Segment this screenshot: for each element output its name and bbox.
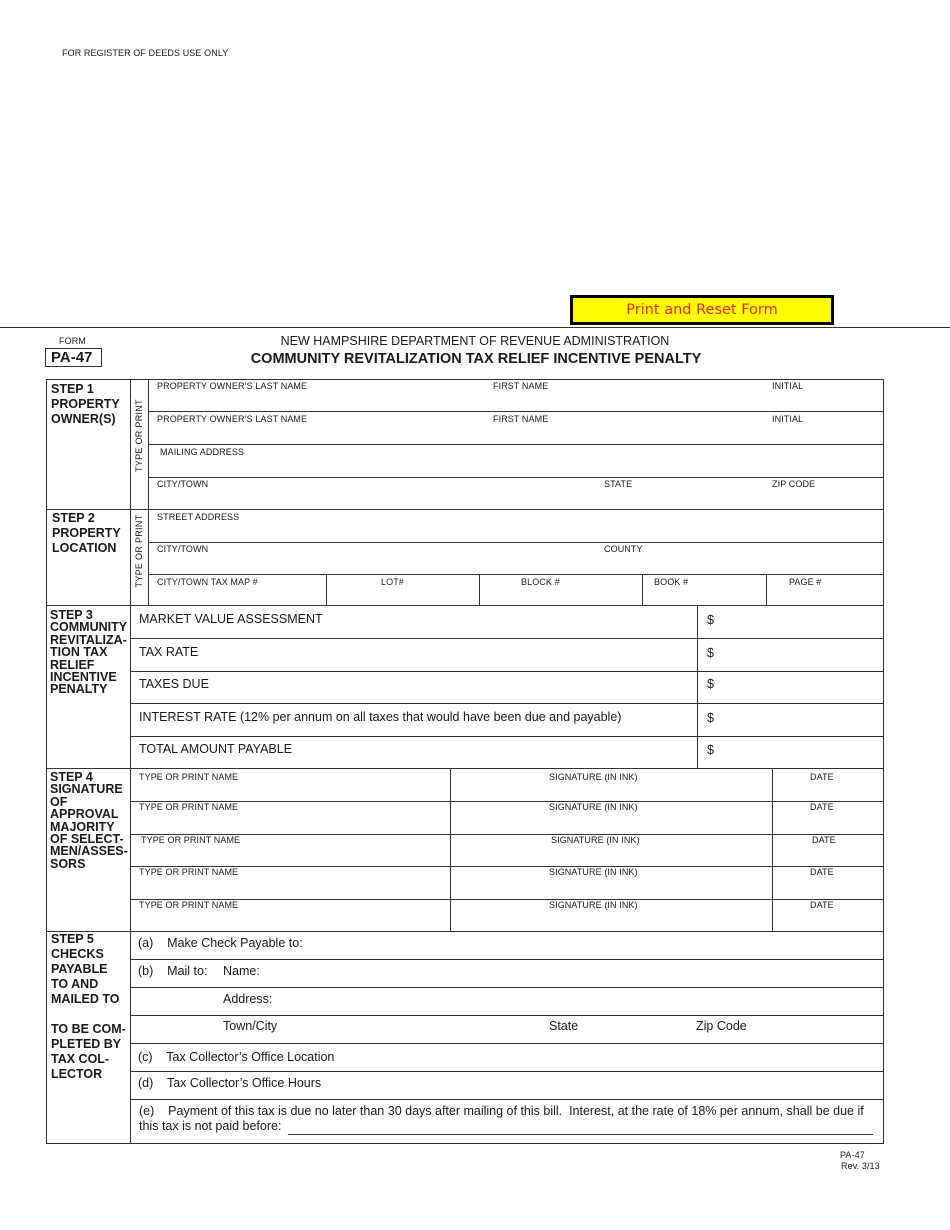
office-hours-label: (d) Tax Collector’s Office Hours [138, 1076, 322, 1090]
county-label: COUNTY [604, 544, 643, 554]
dollar-sign: $ [707, 613, 714, 627]
signature-label: SIGNATURE (IN INK) [549, 867, 638, 877]
initial-label: INITIAL [772, 381, 804, 391]
mail-to-label: (b) Mail to: [138, 964, 208, 978]
date-label: DATE [810, 772, 834, 782]
mail-zip-label: Zip Code [696, 1019, 747, 1033]
dollar-sign: $ [707, 646, 714, 660]
owner-initial-input-2[interactable] [770, 427, 878, 443]
office-location-label: (c) Tax Collector’s Office Location [138, 1050, 335, 1064]
form-number: PA-47 [45, 348, 102, 367]
tax-rate-input[interactable] [717, 644, 879, 664]
book-input[interactable] [645, 589, 764, 604]
lot-label: LOT# [381, 577, 404, 587]
print-name-label: TYPE OR PRINT NAME [139, 772, 239, 782]
total-amount-label: TOTAL AMOUNT PAYABLE [139, 742, 293, 756]
footer-form-number: PA-47 [840, 1150, 865, 1160]
dollar-sign: $ [707, 711, 714, 725]
due-date-input[interactable] [290, 1118, 870, 1134]
selectman-date-input-5[interactable] [775, 913, 881, 929]
owner-zip-input[interactable] [770, 492, 878, 508]
signature-label: SIGNATURE (IN INK) [549, 900, 638, 910]
owner-first-name-input-1[interactable] [490, 394, 760, 410]
step1-label: STEP 1 PROPERTY OWNER(S) [51, 382, 120, 426]
page-input[interactable] [769, 589, 881, 604]
mail-state-input[interactable] [585, 1018, 690, 1038]
payable-to-label: (a) Make Check Payable to: [138, 936, 303, 950]
step3-label: STEP 3 COMMUNITY REVITALIZA- TION TAX RELIEF INCENTIVE PENALTY [50, 608, 128, 697]
tax-map-label: CITY/TOWN TAX MAP # [157, 577, 258, 587]
mail-zip-input[interactable] [755, 1018, 880, 1038]
owner-last-name-label-2: PROPERTY OWNER’S LAST NAME [157, 414, 308, 424]
mailing-address-input[interactable] [154, 460, 878, 476]
county-input[interactable] [600, 557, 878, 573]
print-name-label: TYPE OR PRINT NAME [139, 802, 239, 812]
date-label: DATE [812, 835, 836, 845]
mailing-address-label: MAILING ADDRESS [160, 447, 245, 457]
taxes-due-label: TAXES DUE [139, 677, 209, 691]
print-name-label: TYPE OR PRINT NAME [139, 867, 239, 877]
owner-city-input[interactable] [154, 492, 594, 508]
step2-label: STEP 2 PROPERTY LOCATION [52, 511, 121, 555]
print-name-label: TYPE OR PRINT NAME [139, 900, 239, 910]
selectman-name-input-5[interactable] [135, 913, 447, 929]
selectman-date-input-1[interactable] [775, 784, 881, 800]
street-address-label: STREET ADDRESS [157, 512, 240, 522]
market-value-input[interactable] [717, 611, 879, 631]
interest-rate-label: INTEREST RATE (12% per annum on all taxes that would have been due and payable) [139, 710, 622, 724]
dollar-sign: $ [707, 743, 714, 757]
first-name-label-2: FIRST NAME [493, 414, 549, 424]
agency-name: NEW HAMPSHIRE DEPARTMENT OF REVENUE ADMINISTRATION [280, 334, 670, 348]
owner-first-name-input-2[interactable] [490, 427, 760, 443]
selectman-name-input-3[interactable] [135, 848, 447, 864]
dollar-sign: $ [707, 677, 714, 691]
mail-name-label: Name: [223, 964, 260, 978]
date-label: DATE [810, 900, 834, 910]
selectman-name-input-4[interactable] [135, 881, 447, 897]
type-or-print-label: TYPE OR PRINT [134, 399, 144, 472]
total-amount-input[interactable] [717, 741, 879, 761]
owner-initial-input-1[interactable] [770, 394, 878, 410]
market-value-label: MARKET VALUE ASSESSMENT [139, 612, 323, 626]
selectman-date-input-2[interactable] [775, 816, 881, 832]
date-label: DATE [810, 802, 834, 812]
form-title: COMMUNITY REVITALIZATION TAX RELIEF INCENTIVE PENALTY [250, 351, 702, 367]
block-input[interactable] [482, 589, 640, 604]
interest-input[interactable] [717, 709, 879, 729]
page-label: PAGE # [789, 577, 822, 587]
header-rule [0, 327, 950, 328]
tax-map-input[interactable] [154, 589, 324, 604]
taxes-due-input[interactable] [717, 676, 879, 696]
book-label: BOOK # [654, 577, 689, 587]
signature-label: SIGNATURE (IN INK) [551, 835, 640, 845]
tax-rate-label: TAX RATE [139, 645, 199, 659]
initial-label-2: INITIAL [772, 414, 804, 424]
mail-town-label: Town/City [223, 1019, 278, 1033]
signature-label: SIGNATURE (IN INK) [549, 802, 638, 812]
block-label: BLOCK # [521, 577, 560, 587]
lot-input[interactable] [329, 589, 477, 604]
register-note: FOR REGISTER OF DEEDS USE ONLY [62, 48, 229, 58]
selectman-name-input-2[interactable] [135, 816, 447, 832]
print-and-reset-button[interactable]: Print and Reset Form [570, 295, 834, 325]
property-city-label: CITY/TOWN [157, 544, 209, 554]
first-name-label: FIRST NAME [493, 381, 549, 391]
owner-last-name-input-2[interactable] [154, 427, 484, 443]
type-or-print-label-2: TYPE OR PRINT [134, 514, 144, 588]
mail-state-label: State [549, 1019, 579, 1033]
mail-address-input[interactable] [278, 991, 880, 1011]
selectman-date-input-3[interactable] [775, 848, 881, 864]
owner-last-name-input-1[interactable] [154, 394, 484, 410]
print-name-label: TYPE OR PRINT NAME [141, 835, 241, 845]
mail-name-input[interactable] [265, 963, 880, 983]
payment-due-text: (e) Payment of this tax is due no later than 30 days after mailing of this bill. Interest, at the rate of 18% per annum, shall be due if [139, 1104, 864, 1118]
mail-address-label: Address: [223, 992, 273, 1006]
owner-last-name-label: PROPERTY OWNER’S LAST NAME [157, 381, 308, 391]
owner-state-label: STATE [604, 479, 633, 489]
date-label: DATE [810, 867, 834, 877]
selectman-name-input-1[interactable] [135, 784, 447, 800]
property-city-input[interactable] [154, 557, 594, 573]
selectman-date-input-4[interactable] [775, 881, 881, 897]
mail-town-input[interactable] [285, 1018, 540, 1038]
due-date-line [288, 1134, 873, 1135]
footer-revision: Rev. 3/13 [841, 1161, 880, 1171]
signature-label: SIGNATURE (IN INK) [549, 772, 638, 782]
street-address-input[interactable] [154, 525, 878, 541]
form-label: FORM [59, 336, 86, 346]
step5-label: STEP 5 CHECKS PAYABLE TO AND MAILED TO TO BE COM- PLETED BY TAX COL- LECTOR [51, 932, 126, 1081]
owner-city-label: CITY/TOWN [157, 479, 209, 489]
step4-label: STEP 4 SIGNATURE OF APPROVAL MAJORITY OF SELECT- MEN/ASSES- SORS [50, 770, 128, 871]
payable-to-input[interactable] [335, 935, 880, 955]
office-hours-input[interactable] [325, 1075, 880, 1095]
payment-due-text-2: this tax is not paid before: [139, 1119, 282, 1133]
owner-state-input[interactable] [600, 492, 760, 508]
office-location-input[interactable] [340, 1048, 880, 1068]
owner-zip-label: ZIP CODE [772, 479, 816, 489]
